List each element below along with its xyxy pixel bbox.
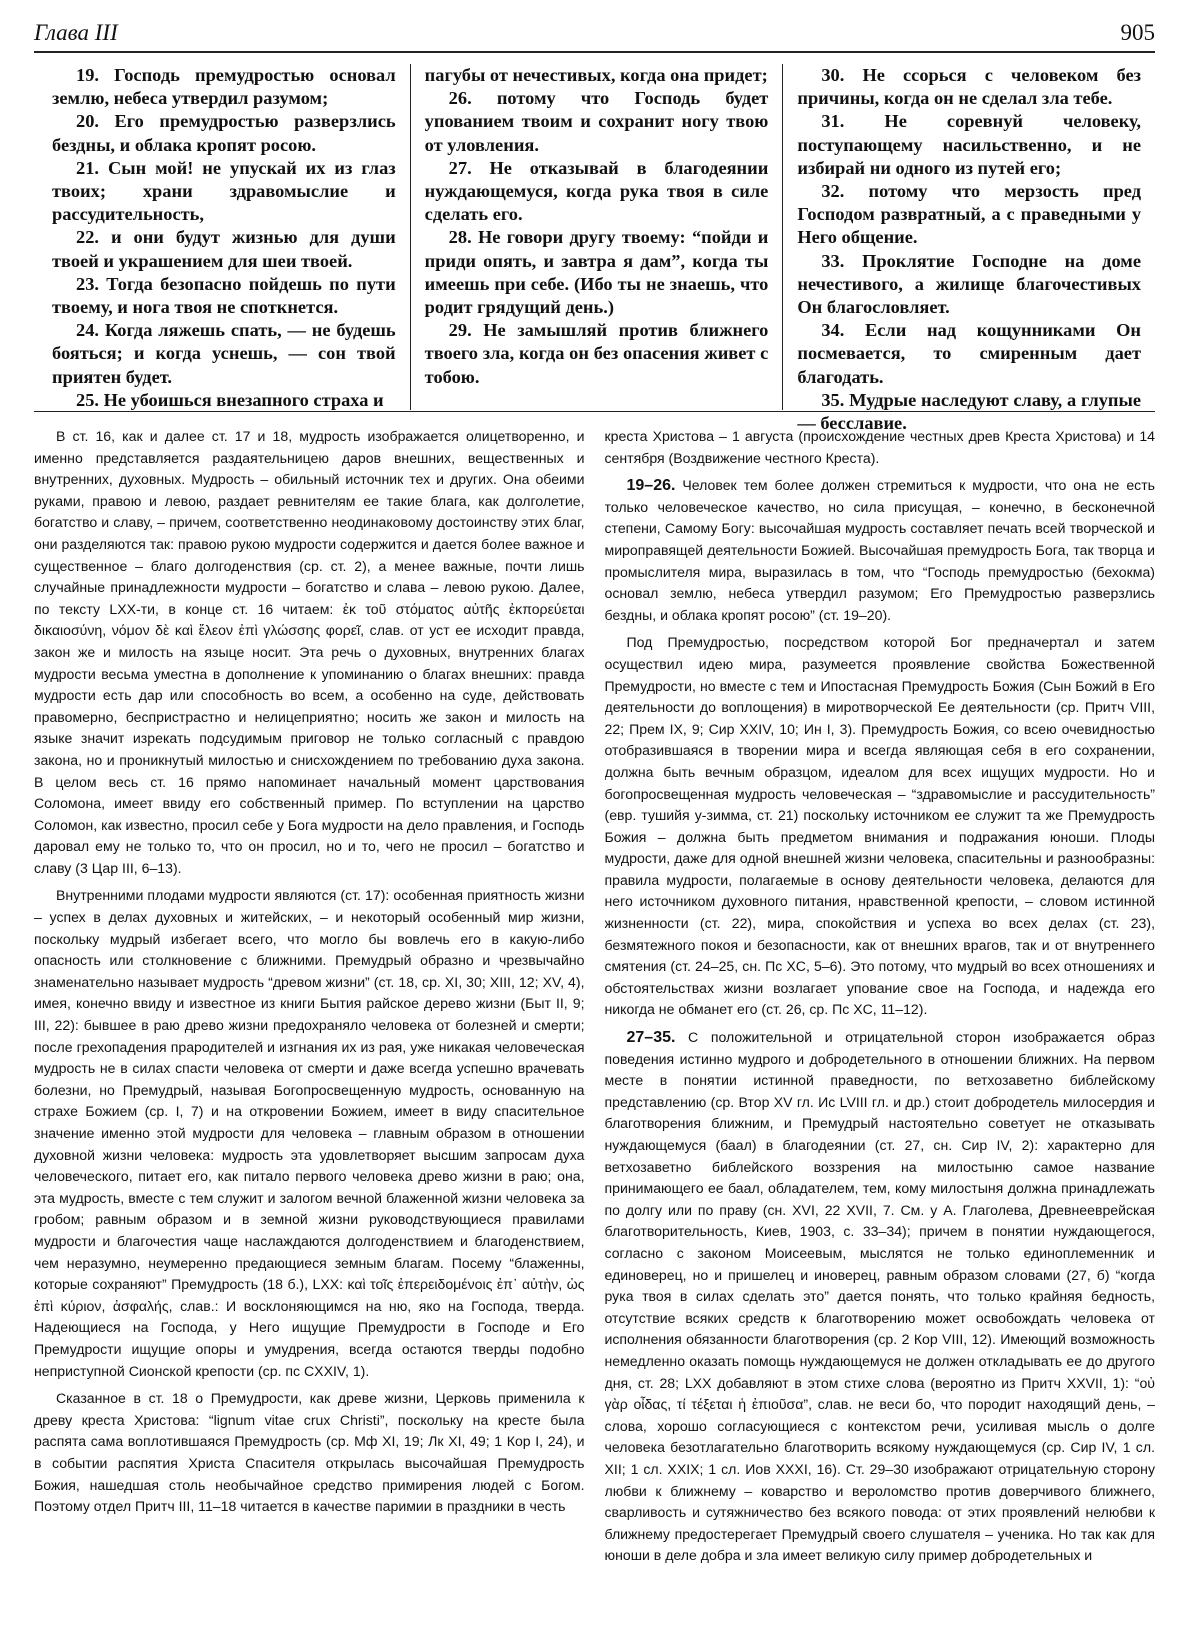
verse-34: 34. Если над кощунниками Он посмевается, то смиренным дает благодать. xyxy=(797,320,1142,387)
verse-24: 24. Когда ляжешь спать, — не будешь бояться; и когда уснешь, — сон твой приятен будет. xyxy=(52,320,396,387)
verse-20: 20. Его премудростью разверзлись бездны, и облака кропят росою. xyxy=(52,111,396,155)
verse-25-start: 25. Не убоишься внезапного страха и xyxy=(76,389,384,410)
commentary-text xyxy=(34,426,1155,1624)
commentary-column-left xyxy=(34,426,585,1624)
commentary-paragraph xyxy=(605,475,1156,626)
commentary-column-right xyxy=(605,426,1156,1624)
commentary-paragraph: Под Премудростью, посредством которой Бог предначертал и затем осуществил идею мира, разумеется проявление свойства Божественной Премудрости, но вместе с тем и Ипостасная Премудрость Божия (Сын Божий в Его деятельности до воплощения) в миротворческой Ее деятельности (ср. Притч VIII, 22; Прем IX, 9; Сир XXIV, 10; Ин I, 3). Премудрость Божия, со всею очевидностью отобразившаяся в творении мира и всегда являющая себя в его сохранении, должна быть вечным образцом, идеалом для всех ищущих мудрости. Но и богопросвещенная мудрость человеческая – “здравомыслие и рассудительность” (евр. тушийя у-зимма, ст. 21) поскольку источником ее служит та же Премудрость Божия – должна быть предметом внимания и подражания юноши. Плоды мудрости, даже для одной внешней жизни человека, спасительны и разнообразны: правила мудрости, полагаемые в основу деятельности человека, делаются для него источником духовного питания, нравственной крепости, – словом истинной жизненности (ст. 22), мира, спокойствия и успеха во всех делах (ст. 23), безмятежного покоя и безопасности, как от внешних врагов, так и от внутреннего смятения (ст. 24–25, сн. Пс XC, 5–6). Это потому, что мудрый во всех отношениях и обстоятельствах жизни возлагает упование свое на Господа, и надежда его никогда не обманет его (ст. 26, ср. Пс XC, 11–12). xyxy=(604,634,1155,1018)
section-divider xyxy=(34,411,1155,412)
commentary-text-span: Человек тем более должен стремиться к мудрости, что она не есть только человеческое качество, но сила присущая, – конечно, в бесконечной степени, Самому Богу: высочайшая мудрость составляет печать всей творческой и мироправящей деятельности Божией. Высочайшая премудрость Бога, так творца и промыслителя мира, выразилась в том, что “Господь премудростью (бехокма) основал землю, небеса утвердил разумом; Его Премудростью разверзлись бездны, и облака кропят росою” (ст. 19–20). xyxy=(604,477,1155,623)
commentary-paragraph: В ст. 16, как и далее ст. 17 и 18, мудрость изображается олицетворенно, и именно представляется раздаятельницею даров внешних, вещественных и внутренних, духовных. Мудрость – обильный источник тех и других. Она обеими руками, правою и левою, раздает ревнителям ее такие блага, как долголетие, богатство и славу, – причем, соответственно неодинаковому достоинству этих благ, они разделяются так: правою рукою мудрости содержится и дается более важное и существенное – благо долгоденствия (ср. ст. 2), а менее важные, почти лишь случайные принадлежности мудрости – богатство и слава – левою рукою. Далее, по тексту LXX-ти, в конце ст. 16 читаем: ἐκ τοῦ στόματος αὐτῆς ἐκπορεύεται δικαιοσύνη, νόμον δὲ καὶ ἔλεον ἐπὶ γλώσσης φορεῖ, слав. от уст ее исходит правда, закон же и милость на языце носит. Эта речь о духовных, внутренних благах мудрости весьма уместна в дополнение к упоминанию о благах внешних: правда мудрости есть дар или способность во всем, а особенно на суде, действовать правомерно, беспристрастно и нелицеприятно; носить же закон и милость на языке значит изрекать подсудимым приговор не только согласный с правдою закона, но и проникнутый милостью и снисхождением по требованию духа закона. В целом весь ст. 16 прямо напоминает начальный момент царствования Соломона, имеет ввиду его собственный пример. По вступлении на царство Соломон, как известно, просил себе у Бога мудрости на дело правления, и Господь даровал ему не только то, что он просил, но и то, чего не просил – богатство и славу (3 Цар III, 6–13). xyxy=(34,428,585,876)
verse-23: 23. Тогда безопасно пойдешь по пути твоему, и нога твоя не споткнется. xyxy=(52,273,396,318)
verse-33: 33. Проклятие Господне на доме нечестивого, а жилище благочестивых Он благословляет. xyxy=(797,250,1142,318)
header-rule xyxy=(34,51,1155,53)
verse-range-ref: 19–26. xyxy=(626,477,676,495)
verse-21: 21. Сын мой! не упускай их из глаз твоих; храни здравомыслие и рассудительность, xyxy=(52,157,396,225)
verse-30: 30. Не ссорься с человеком без причины, когда он не сделал зла тебе. xyxy=(797,65,1142,109)
commentary-paragraph: Внутренними плодами мудрости являются (ст. 17): особенная приятность жизни – успех в делах духовных и житейских, – и некоторый особенный мир жизни, поскольку мудрый избегает всего, что могло бы вовлечь его в какую-либо опасность или столкновение с ближними. Премудрый образно и чрезвычайно знаменательно называет мудрость “древом жизни” (ст. 18, ср. XI, 30; XIII, 12; XV, 4), имея, конечно ввиду и известное из книги Бытия райское дерево жизни (Быт II, 9; III, 22): бывшее в раю древо жизни предохраняло человека от болезней и смерти; после грехопадения прародителей и изгнания их из рая, уже никакая человеческая мудрость не в силах спасти человека от смерти и даже всегда успешно врачевать болезни, но Премудрый, называя Богопросвещенную мудрость, основанную на страхе Божием (ср. I, 7) и на откровении Божием, имеет в виду спасительное значение именно этой мудрости для человека – главным образом в отношении духовной жизни человека: мудрость эта удовлетворяет высшим запросам духа человеческого, питает его, как питало первого человека древо жизни в раю; она, эта мудрость, вместе с тем служит и залогом вечной блаженной жизни человека за гробом; равным образом и в земной жизни руководствующиеся правилами мудрости и благочестия чаще наслаждаются долгоденствием и благоденствием, чем неразумно, неумеренно предающиеся земным благам. Посему “блаженны, которые сохраняют” Премудрость (18 б.), LXX: καὶ τοῖς ἐπερειδομένοις ἐπ᾽ αὐτὴν, ὡς ἐπὶ κύριον, ἀσφαλής, слав.: И восклоняющимся на ню, яко на Господа, тверда. Надеющиеся на Господа, у Него ищущие Премудрости в Господе и Его Премудрости ищущие опоры и умудрения, всегда остаются тверды подобно неприступной Сионской крепости (ср. пс CXXIV, 1). xyxy=(34,887,585,1379)
commentary-paragraph: креста Христова – 1 августа (происхождение честных древ Креста Христова) и 14 сентября (Воздвижение честного Креста). xyxy=(604,428,1155,466)
page-number: 905 xyxy=(1120,20,1155,45)
verse-range-ref: 27–35. xyxy=(626,1029,676,1047)
verse-28: 28. Не говори другу твоему: “пойди и приди опять, и завтра я дам”, когда ты имеешь при себе. (Ибо ты не знаешь, что родит грядущий день.) xyxy=(424,227,769,318)
verse-27: 27. Не отказывай в благодеянии нуждающемуся, когда рука твоя в силе сделать его. xyxy=(424,157,769,225)
verse-29: 29. Не замышляй против ближнего твоего зла, когда он без опасения живет с тобою. xyxy=(424,320,769,387)
verse-column-2 xyxy=(410,64,783,410)
commentary-paragraph xyxy=(605,1027,1156,1567)
verse-32: 32. потому что мерзость пред Господом развратный, а с праведными у Него общение. xyxy=(797,181,1142,248)
verse-19: 19. Господь премудростью основал землю, небеса утвердил разумом; xyxy=(52,65,396,109)
verse-column-3 xyxy=(782,64,1155,434)
verse-25-end: пагубы от нечестивых, когда она придет; xyxy=(424,65,768,85)
scripture-verses xyxy=(34,64,1155,434)
chapter-title: Глава III xyxy=(34,20,118,45)
verse-35: 35. Мудрые наследуют славу, а глупые — бесславие. xyxy=(797,389,1142,434)
verse-31: 31. Не соревнуй человеку, поступающему насильственно, и не избирай ни одного из путей его; xyxy=(797,111,1142,178)
verse-26: 26. потому что Господь будет упованием твоим и сохранит ногу твою от уловления. xyxy=(424,88,769,155)
verse-column-1 xyxy=(34,64,410,410)
verse-22: 22. и они будут жизнью для души твоей и украшением для шеи твоей. xyxy=(52,227,396,271)
running-head xyxy=(34,20,1155,50)
commentary-text-span: С положительной и отрицательной сторон изображается образ поведения истинно мудрого и добродетельного в отношении ближних. На первом месте в понятии истинной праведности, по ветхозаветно библейскому представлению (ср. Втор XV гл. Ис LVIII гл. и др.) стоит добродетель милосердия и благотворения ближним, и Премудрый настоятельно советует не отказывать нуждающемуся (баал) в благодеянии (ст. 27, сн. Сир IV, 2): характерно для ветхозаветно библейского воззрения на милостыню самое название принимающего ее баал, обладателем, тем, кому милостыня должна принадлежать по долгу или по праву (сн. XVI, 22 XVII, 7. См. у А. Глаголева, Древнееврейская благотворительность, Киев, 1903, с. 33–34); причем в понятии нуждающегося, согласно с законом Моисеевым, мыслятся не только единоплеменник и единоверец, но и пришелец и иноверец, равным образом словами (27, б) “когда рука твоя в силах сделать это” дается понять, что только крайняя бедность, отсутствие всяких средств к благотворению может освобождать человека от исполнения обязанности благотворения (ср. 2 Кор VIII, 12). Имеющий возможность немедленно оказать помощь нуждающемуся не должен откладывать ее до другого дня, ст. 28; LXX добавляют в этом стихе слова (вероятно из Притч XXVII, 1): “οὐ γὰρ οἶδας, τί τέξεται ἡ ἐπιοῦσα”, слав. не веси бо, что породит находящий день, – слова, хорошо согласующиеся с контекстом речи, усиливая мысль о долге человека безотлагательно благотворить всякому нуждающемуся (ср. Сир IV, 1 сл. XII; 1 сл. XXIX; 1 сл. Иов XXXI, 16). Ст. 29–30 изображают отрицательную сторону любви к ближнему – коварство и вероломство против доверчивого ближнего, сварливость и сутяжничество без всякого повода: от этих проявлений нелюбви к ближнему предостерегает Премудрый своего слушателя – ученика. Но так как для юноши в деле добра и зла имеет великую силу пример добродетельных и xyxy=(604,1029,1155,1564)
commentary-paragraph: Сказанное в ст. 18 о Премудрости, как древе жизни, Церковь применила к древу креста Христова: “lignum vitae crux Christi”, поскольку на кресте была распята сама воплотившаяся Премудрость (ср. Мф XI, 19; Лк XI, 49; 1 Кор I, 24), и в событии распятия Христа Спасителя открылась высочайшая Премудрость Божия, нашедшая столь необычайное средство примирения людей с Богом. Поэтому отдел Притч III, 11–18 читается в качестве паримии в праздники в честь xyxy=(34,1390,585,1515)
